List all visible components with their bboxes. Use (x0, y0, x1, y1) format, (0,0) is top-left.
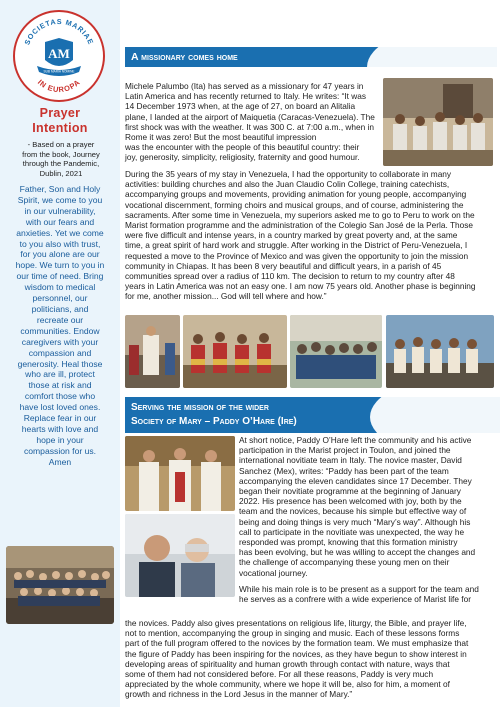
text-line: years in Latin America was not an easy one. I am now 75 years old. Another phase is beginning (125, 281, 476, 292)
text-line: time, a great spirit of hard work and struggle. After working in the District of Peru-Venezuela, I (125, 240, 468, 251)
photo-dancers (183, 315, 287, 388)
text-line: part of the full program offered to the novices by the formation team. We must emphasize that (125, 638, 469, 649)
section-header-paddy (125, 397, 500, 433)
logo-bottom-text: IN EUROPA (35, 77, 83, 95)
prayer-line: Spirit, we come to you (17, 194, 103, 205)
text-line: joy, generosity, simplicity, religiosity, fraternity and good humour. (125, 152, 360, 163)
text-line: the novices. Paddy also gives presentations on religious life, liturgy, the Bible, and prayer life, (125, 618, 467, 628)
text-line: began their novitiate programme at the beginning of January (239, 486, 461, 497)
text-line: he serves as a confrere with a wide experience of Marist life for (239, 594, 471, 605)
text-line: 14 December 1973 when, at the age of 27, on board an Alitalia (125, 101, 356, 112)
section1-intro (125, 81, 379, 163)
prayer-line: communities. Endow (20, 325, 100, 336)
prayer-line: have lost loved ones. (19, 402, 101, 413)
text-line: 2022. His presence has been welcomed with joy, both by the (239, 496, 462, 507)
prayer-line: hope in your (36, 434, 84, 445)
text-line: accompanying groups and movements, providing animation for young people, accompanying (125, 189, 467, 200)
text-line: At short notice, Paddy O’Hare left the community and his active (239, 435, 472, 445)
prayer-line: caregivers with your (21, 336, 99, 347)
section2-full-text (125, 618, 494, 700)
prayer-title-line: Prayer (39, 106, 81, 120)
prayer-intention-title (0, 106, 120, 136)
text-line: some of them had not considered before. For all these reasons, Paddy is very much (125, 669, 434, 680)
svg-text:IN EUROPA (36, 78, 82, 95)
text-line: were five difficult and intense years, in a country marked by great poverty and, at the same (125, 230, 458, 241)
text-line: During the 35 years of my stay in Venezuela, I had the opportunity to collaborate in many (125, 169, 452, 179)
prayer-line: recreate our (36, 314, 84, 325)
text-line: being and doing things is very much “Mary’s way”. Although his (239, 516, 471, 527)
prayer-line: wisdom to medical (24, 282, 96, 293)
text-line: call to participate in the novitiate was unexpected, the way he (239, 526, 465, 537)
text-line: community in Chiapas. It has been 8 very beautiful and difficult years, in a parish of 45 (125, 260, 442, 271)
photo-priests-altar (125, 436, 235, 511)
text-line: first shock was with the weather. It was 300 C. at 7:00 a.m., when in (125, 121, 375, 132)
text-line: responded was prompt, knowing that this formation ministry (239, 537, 458, 548)
societas-mariae-logo (13, 10, 105, 102)
section1-main (125, 169, 494, 302)
text-line: team and the novices, because his simple but effective way of (239, 506, 467, 517)
section-header-missionary (125, 47, 497, 67)
text-line: Marist formation programme and the administration of the Colegio San José de la Perla. Those (125, 220, 474, 231)
section2-right-text (239, 435, 494, 604)
prayer-line: those at risk and (28, 380, 92, 391)
section-title (131, 401, 297, 429)
section-title-line: Society of Mary – Paddy O’Hare (Ire) (131, 416, 297, 427)
text-line: Rome it was zero! But the most beautiful impression (125, 132, 317, 143)
text-line: the figure of Paddy has been inspiring for the novices, as they have begun to show interest in (125, 648, 467, 659)
text-line: participation in the Marist project in Toulon, and joined the (239, 445, 451, 456)
prayer-line: hearts with love and (21, 423, 99, 434)
photo-community (290, 315, 382, 388)
prayer-line: to you also with trust, (19, 238, 101, 249)
text-line: vocational discernment, forming choirs and musical groups, and of course, administering the (125, 199, 464, 210)
text-line: vocational journey. (239, 567, 308, 578)
prayer-line: Replace fear in our (23, 413, 97, 424)
photo-parish-group (386, 315, 494, 388)
text-line: Sanchez (Mex), writes: “Paddy has been part of the team (239, 465, 449, 476)
section-title: A missionary comes home (131, 51, 238, 63)
photo-paddy-portrait (125, 514, 235, 597)
text-line: While his main role is to be present as a support for the team and (239, 583, 479, 594)
logo-monogram: AM (48, 46, 70, 61)
prayer-text (4, 184, 116, 468)
text-line: activities: building churches and also the Juan Claudio Colin College, training catechists, (125, 179, 450, 190)
prayer-line: for you alone are our (20, 249, 100, 260)
prayer-source (6, 140, 116, 178)
text-line: the challenge of accompanying these young men on their (239, 557, 450, 568)
source-line: Dublin, 2021 (39, 168, 83, 178)
photo-missionary-group (383, 78, 493, 166)
source-line: - Based on a prayer (27, 140, 95, 149)
prayer-line: compassion and (28, 347, 92, 358)
prayer-line: comfort those who (24, 391, 96, 402)
prayer-line: hope. We turn to you in (15, 260, 105, 271)
prayer-line: compassion for us. (23, 445, 97, 456)
text-line: not to mention, accompanying the group in singing and music. Each of these lessons forms (125, 628, 460, 639)
text-line: has been evolving, but he was willing to accept the changes and (239, 547, 476, 558)
text-line: for me, another mission... God will tell where and how.” (125, 291, 327, 302)
prayer-line: with our fears and (25, 216, 95, 227)
text-line: international novitiate team in Italy. The novice master, David (239, 455, 462, 466)
text-line: growth and richness in the Lord Jesus in the manner of Mary.” (125, 689, 353, 700)
text-line: communities spread over a radius of 110 km. The decision to return to my country after 48 (125, 271, 455, 282)
photo-procession (125, 315, 180, 388)
text-line: developing areas of spirituality and human growth through contact with nature, ways that (125, 658, 450, 669)
text-line: requested a move to the Province of Mexico and was given the opportunity to join the mission (125, 250, 469, 261)
source-line: through the Pandemic, (22, 159, 100, 169)
text-line: Latin America and has recently returned to Italy. He writes: “It was (125, 91, 367, 102)
text-line: accompanying the eleven candidates since 17 December. They (239, 475, 472, 486)
prayer-line: Amen (48, 456, 72, 467)
prayer-title-line: Intention (32, 121, 88, 135)
text-line: was the encounter with the people of this beautiful country: their (125, 142, 360, 153)
prayer-line: who are ill, protect (25, 369, 95, 380)
text-line: sacraments. After some time in Venezuela, my superiors asked me to go to Peru to work on the (125, 209, 475, 220)
prayer-line: our time of need. Bring (16, 271, 104, 282)
prayer-line: personnel, our (32, 293, 88, 304)
logo-ribbon-text: SUB MARIA NOMINE (43, 69, 75, 74)
text-line: appreciated by the whole community, where we hope it will be, also for him, a moment of (125, 679, 450, 690)
prayer-line: generosity. Heal those (17, 358, 103, 369)
prayer-line: anxieties. Yet we come (16, 227, 104, 238)
logo-top-text: SOCIETAS MARIAE (22, 16, 96, 47)
sidebar (0, 0, 120, 707)
prayer-line: in our vulnerability, (24, 205, 96, 216)
text-line: Michele Palumbo (Ita) has served as a missionary for 47 years in (125, 81, 364, 91)
text-line: plane, I landed at the airport of Maiquetia (Caracas-Venezuela). The (125, 111, 375, 122)
group-photo-sidebar (6, 546, 114, 624)
source-line: from the book, Journey (22, 149, 100, 159)
prayer-line: politicians, and (31, 303, 89, 314)
prayer-line: Father, Son and Holy (19, 184, 101, 194)
section-title-line: Serving the mission of the wider (131, 402, 269, 413)
